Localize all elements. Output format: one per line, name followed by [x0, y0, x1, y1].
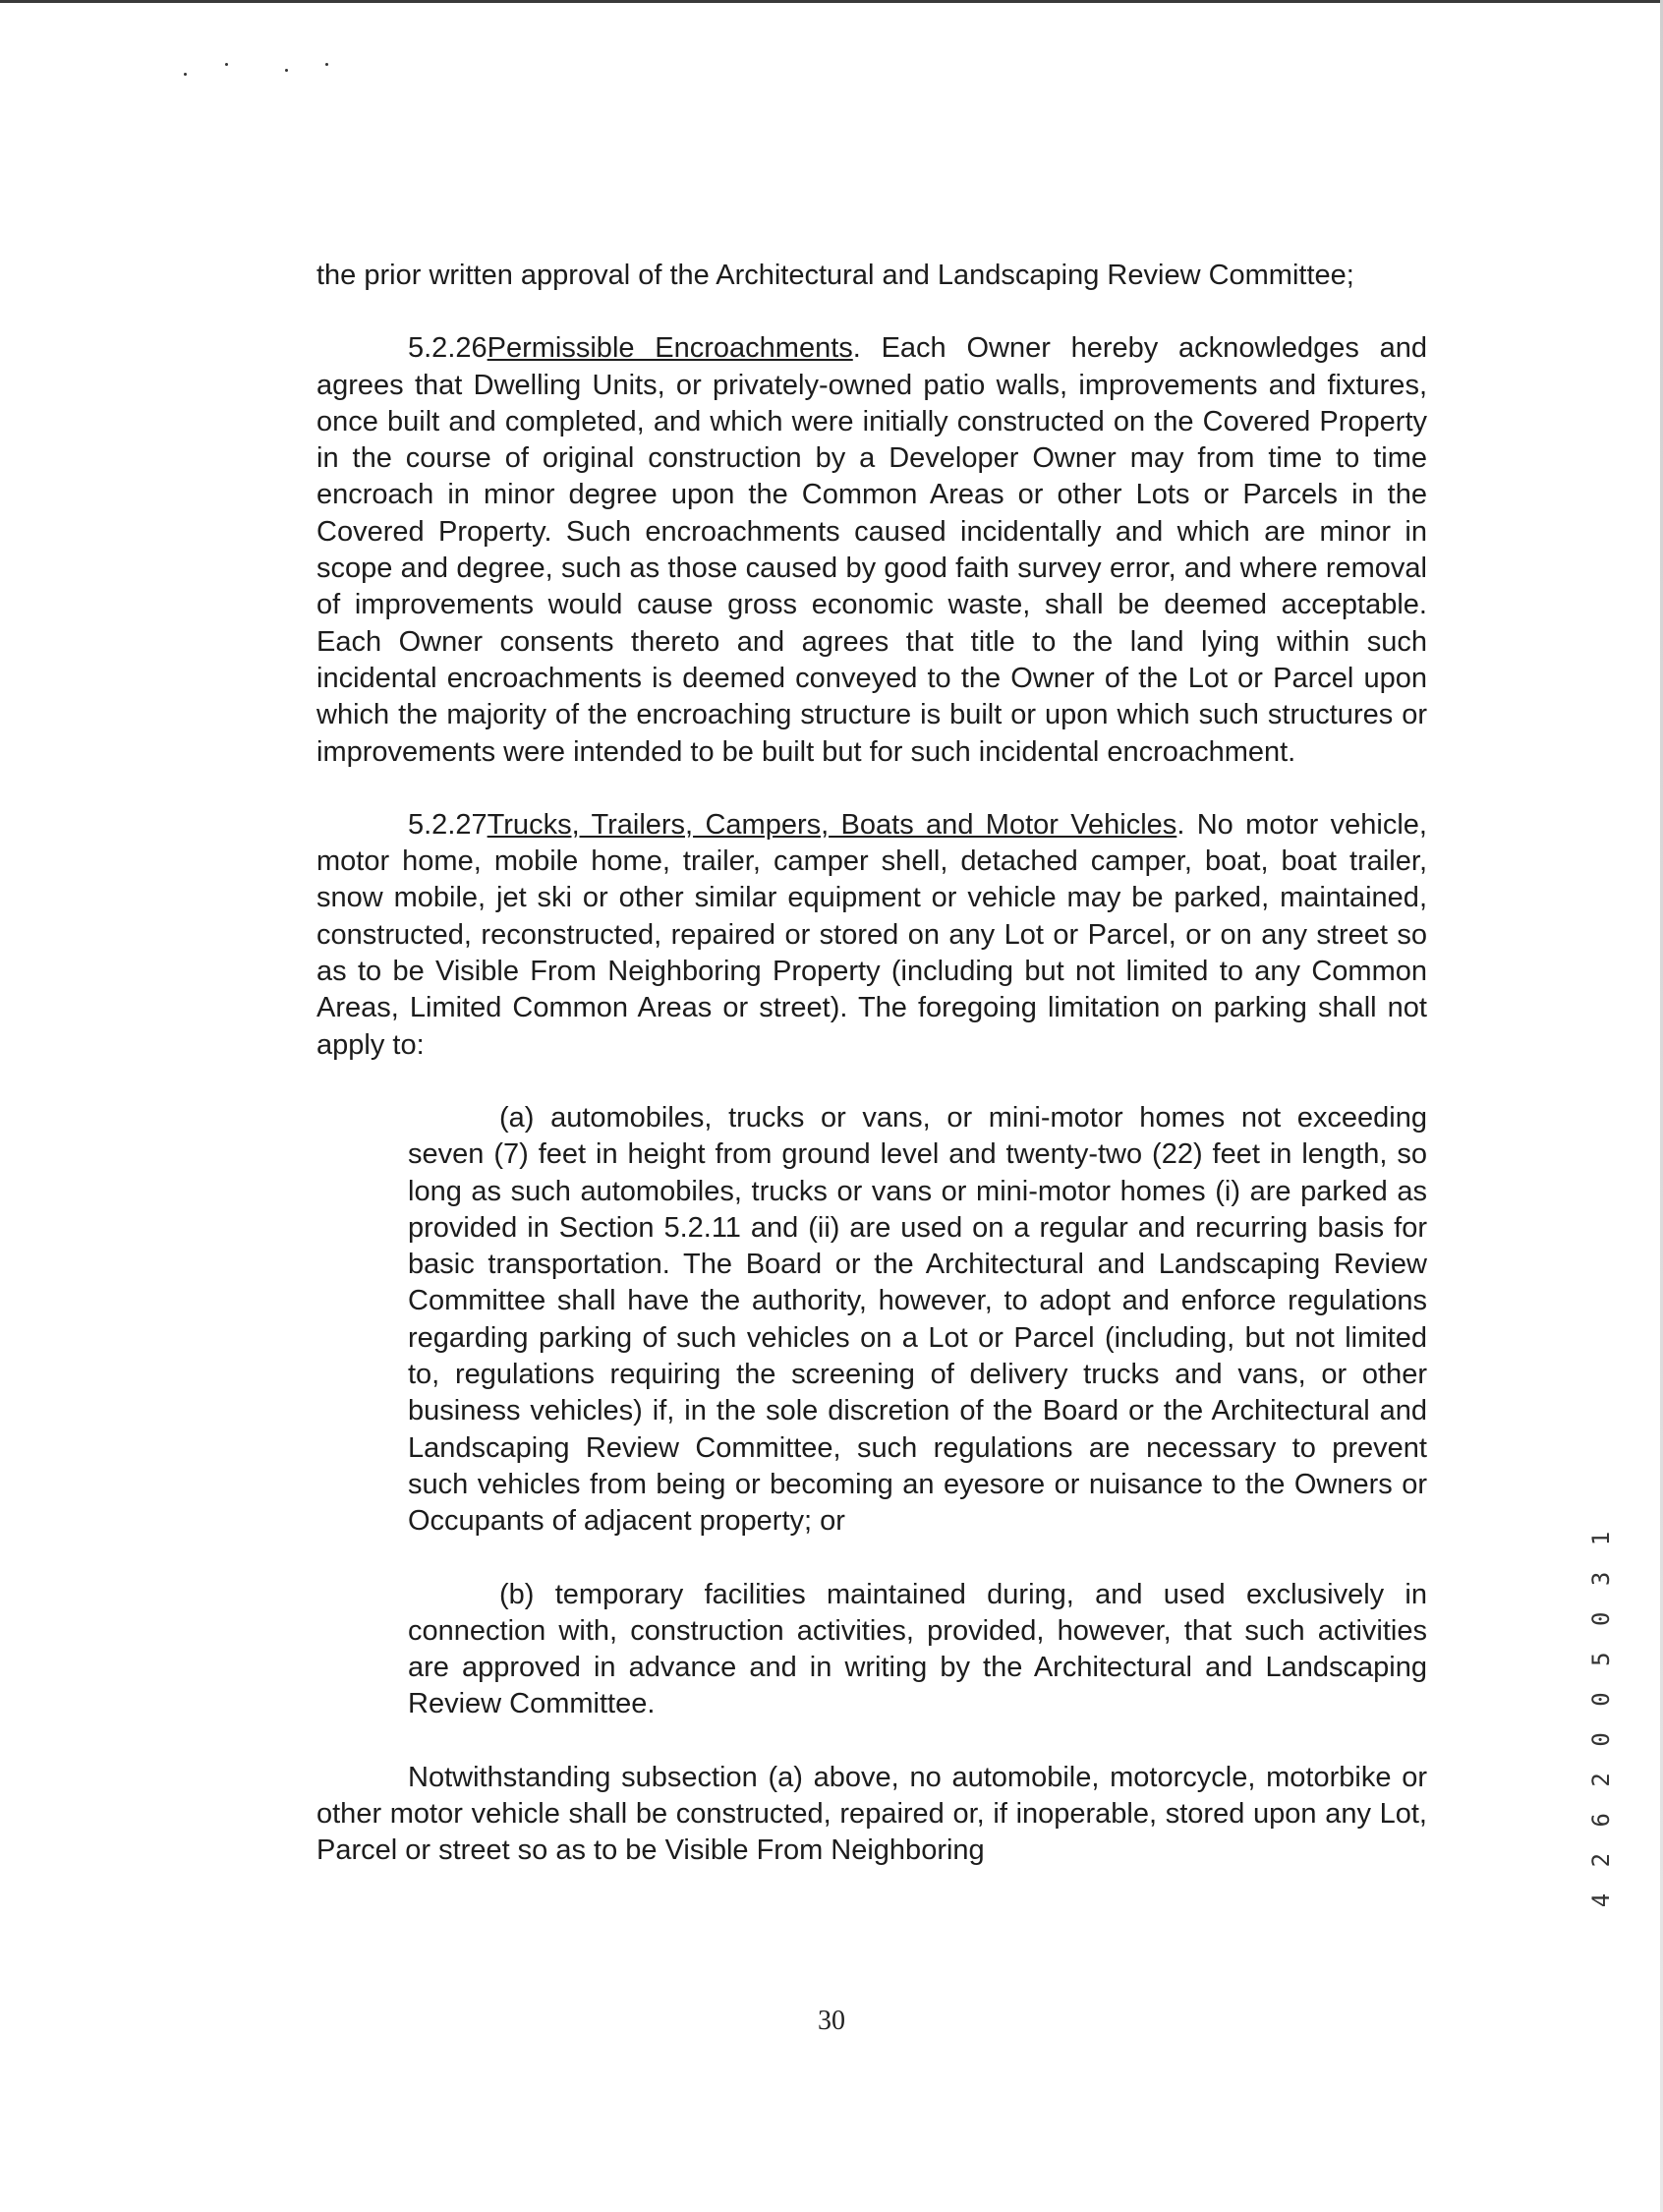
subsection-text: temporary facilities maintained during, and used exclusively in connection with, construction activities, provided, however, that such activities are approved in advance and in writing by the Architectural and Landscaping Review Committee.: [408, 1578, 1428, 1720]
page-number: 30: [818, 2006, 845, 2036]
paragraph-gap: [316, 294, 1427, 330]
closing-paragraph: [316, 1760, 1427, 1870]
closing-text: Notwithstanding subsection (a) above, no automobile, motorcycle, motorbike or other motor vehicle shall be constructed, repaired or, if inoperable, stored upon any Lot, Parcel or street so as to be Visible From Neighboring: [316, 1761, 1427, 1867]
document-page: [316, 258, 1427, 1870]
section-body: . Each Owner hereby acknowledges and agrees that Dwelling Units, or privately-owned patio walls, improvements and fixtures, once built and completed, and which were initially constructed on the Covered Property in the course of original construction by a Developer Owner may from time to time encroach in minor degree upon the Common Areas or other Lots or Parcels in the Covered Property. Such encroachments caused incidentally and which are minor in scope and degree, such as those caused by good faith survey error, and where removal of improvements would cause gross economic waste, shall be deemed acceptable. Each Owner consents thereto and agrees that title to the land lying within such incidental encroachments is deemed conveyed to the Owner of the Lot or Parcel upon which the majority of the encroaching structure is built or upon which such structures or improvements were intended to be built but for such incidental encroachment.: [316, 332, 1427, 768]
subsection-label: (b): [499, 1578, 535, 1610]
section-title: Permissible Encroachments: [487, 332, 853, 365]
side-stamp-text: 4 2 6 2 0 0 5 0 3 1: [1587, 1525, 1615, 1908]
subsection-b: [408, 1577, 1427, 1723]
paragraph-gap: [316, 1723, 1427, 1760]
subsection-a: [408, 1100, 1427, 1541]
section-title: Trucks, Trailers, Campers, Boats and Motor Vehicles: [487, 808, 1177, 841]
paragraph-gap: [316, 1541, 1427, 1577]
section-body: . No motor vehicle, motor home, mobile home, trailer, camper shell, detached camper, boat, boat trailer, snow mobile, jet ski or other similar equipment or vehicle may be parked, maintained, constructed, reconstructed, repaired or stored on any Lot or Parcel, or on any street so as to be Visible From Neighboring Property (including but not limited to any Common Areas, Limited Common Areas or street). The foregoing limitation on parking shall not apply to:: [316, 808, 1427, 1061]
scan-top-border: [0, 0, 1663, 3]
section-number: 5.2.26: [408, 332, 487, 365]
opening-paragraph: [316, 258, 1427, 294]
section-number: 5.2.27: [408, 808, 487, 841]
paragraph-gap: [316, 771, 1427, 807]
speck: [184, 73, 187, 76]
section-5-2-26: [316, 330, 1427, 771]
subsection-label: (a): [499, 1101, 535, 1134]
scan-specks: [182, 57, 339, 81]
section-5-2-27: [316, 807, 1427, 1064]
paragraph-gap: [316, 1064, 1427, 1100]
speck: [225, 63, 228, 66]
subsection-text: automobiles, trucks or vans, or mini-motor homes not exceeding seven (7) feet in height from ground level and twenty-two (22) feet in length, so long as such automobiles, trucks or vans or mini-motor homes (i) are parked as provided in Section 5.2.11 and (ii) are used on a regular and recurring basis for basic transportation. The Board or the Architectural and Landscaping Review Committee shall have the authority, however, to adopt and enforce regulations regarding parking of such vehicles on a Lot or Parcel (including, but not limited to, regulations requiring the screening of delivery trucks and vans, or other business vehicles) if, in the sole discretion of the Board or the Architectural and Landscaping Review Committee, such regulations are necessary to prevent such vehicles from being or becoming an eyesore or nuisance to the Owners or Occupants of adjacent property; or: [408, 1101, 1428, 1538]
speck: [325, 63, 328, 66]
side-stamp: [1584, 1525, 1618, 1908]
speck: [285, 69, 288, 72]
opening-text: the prior written approval of the Architectural and Landscaping Review Committee;: [316, 260, 1354, 291]
